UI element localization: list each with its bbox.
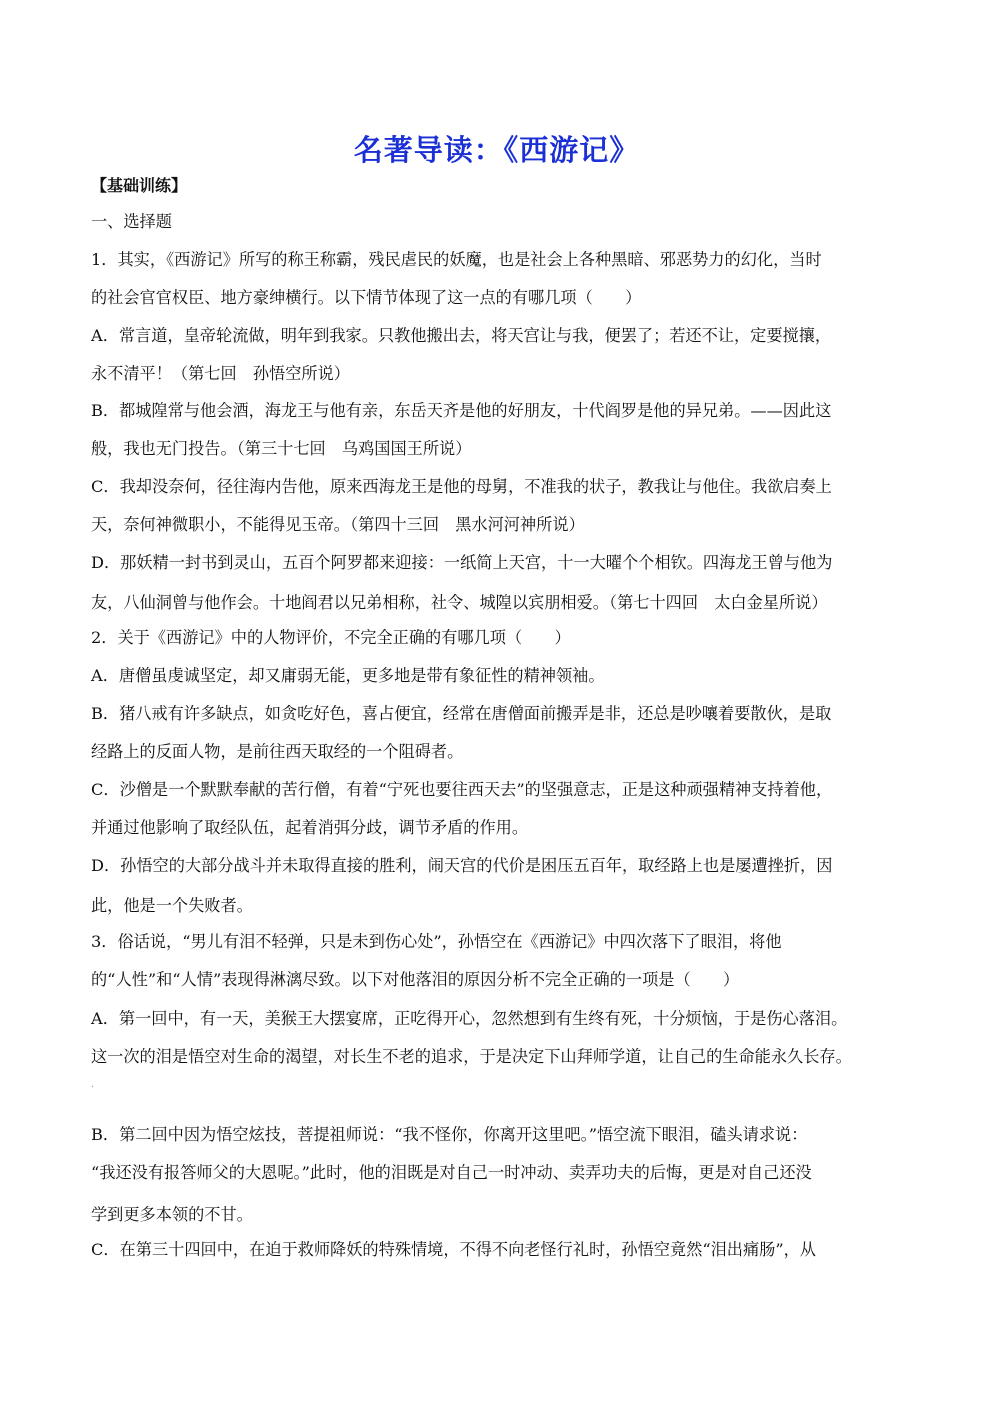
q1-option-d-line-1: D．那妖精一封书到灵山，五百个阿罗都来迎接：一纸简上天宫，十一大曜个个相钦。四海龙王曾与他为: [91, 553, 833, 572]
q3-stem-line-1: 3．俗话说，“男儿有泪不轻弹，只是未到伤心处”，孙悟空在《西游记》中四次落下了眼泪，将他: [91, 932, 782, 951]
q2-option-d-line-1: D．孙悟空的大部分战斗并未取得直接的胜利，闹天宫的代价是困压五百年，取经路上也是屡遭挫折，因: [91, 856, 833, 875]
q3-option-b-line-1: B．第二回中因为悟空炫技，菩提祖师说：“我不怪你，你离开这里吧。”悟空流下眼泪，磕头请求说：: [91, 1125, 808, 1144]
q2-option-b-line-1: B．猪八戒有许多缺点，如贪吃好色，喜占便宜，经常在唐僧面前搬弄是非，还总是吵嚷着要散伙，是取: [91, 704, 832, 723]
q2-option-c-line-1: C．沙僧是一个默默奉献的苦行僧，有着“宁死也要往西天去”的坚强意志，正是这种顽强精神支持着他，: [91, 780, 833, 799]
paragraph-mark: ·: [91, 1082, 95, 1093]
q3-option-b-line-2: “我还没有报答师父的大恩呢。”此时，他的泪既是对自己一时冲动、卖弄功夫的后悔，更是对自己还没: [91, 1163, 812, 1182]
q3-option-a-line-2: 这一次的泪是悟空对生命的渴望，对长生不老的追求，于是决定下山拜师学道，让自己的生命能永久长存。: [91, 1047, 852, 1066]
page-title: 名著导读：《西游记》: [353, 133, 640, 167]
q1-option-b-line-2: 般，我也无门投告。（第三十七回 乌鸡国国王所说）: [91, 439, 472, 458]
q1-stem-line-1: 1．其实，《西游记》所写的称王称霸，残民虐民的妖魔，也是社会上各种黑暗、邪恶势力的幻化，当时: [91, 250, 822, 269]
q2-option-d-line-2: 此，他是一个失败者。: [91, 896, 253, 915]
q2-stem: 2．关于《西游记》中的人物评价，不完全正确的有哪几项（ ）: [91, 628, 571, 647]
q1-stem-line-2: 的社会官官权臣、地方豪绅横行。以下情节体现了这一点的有哪几项（ ）: [91, 288, 642, 307]
q2-option-c-line-2: 并通过他影响了取经队伍，起着消弭分歧，调节矛盾的作用。: [91, 818, 529, 837]
q1-option-c-line-1: C．我却没奈何，径往海内告他，原来西海龙王是他的母舅，不准我的状子，教我让与他住。我欲启奏上: [91, 477, 832, 496]
q1-option-c-line-2: 天，奈何神微职小，不能得见玉帝。（第四十三回 黑水河河神所说）: [91, 515, 585, 534]
q3-option-a-line-1: A．第一回中，有一天，美猴王大摆宴席，正吃得开心，忽然想到有生终有死，十分烦恼，于是伤心落泪。: [91, 1009, 848, 1028]
q1-option-d-line-2: 友，八仙洞曾与他作会。十地阎君以兄弟相称，社令、城隍以宾朋相爱。（第七十四回 太白金星所说）: [91, 593, 828, 612]
q3-option-b-line-3: 学到更多本领的不甘。: [91, 1205, 253, 1224]
section-heading: 【基础训练】: [91, 176, 188, 195]
q3-option-c-line-1: C．在第三十四回中，在迫于救师降妖的特殊情境，不得不向老怪行礼时，孙悟空竟然“泪出痛肠”，从: [91, 1240, 816, 1259]
part-heading: 一、选择题: [91, 212, 172, 231]
q3-stem-line-2: 的“人性”和“人情”表现得淋漓尽致。以下对他落泪的原因分析不完全正确的一项是（ ）: [91, 970, 740, 989]
q1-option-b-line-1: B．都城隍常与他会酒，海龙王与他有亲，东岳天齐是他的好朋友，十代阎罗是他的异兄弟。——因此这: [91, 401, 832, 420]
q2-option-a: A．唐僧虽虔诚坚定，却又庸弱无能，更多地是带有象征性的精神领袖。: [91, 666, 605, 685]
q1-option-a-line-1: A．常言道，皇帝轮流做，明年到我家。只教他搬出去，将天宫让与我，便罢了；若还不让，定要搅攘，: [91, 326, 832, 345]
q2-option-b-line-2: 经路上的反面人物，是前往西天取经的一个阻碍者。: [91, 742, 464, 761]
q1-option-a-line-2: 永不清平！（第七回 孙悟空所说）: [91, 364, 350, 383]
